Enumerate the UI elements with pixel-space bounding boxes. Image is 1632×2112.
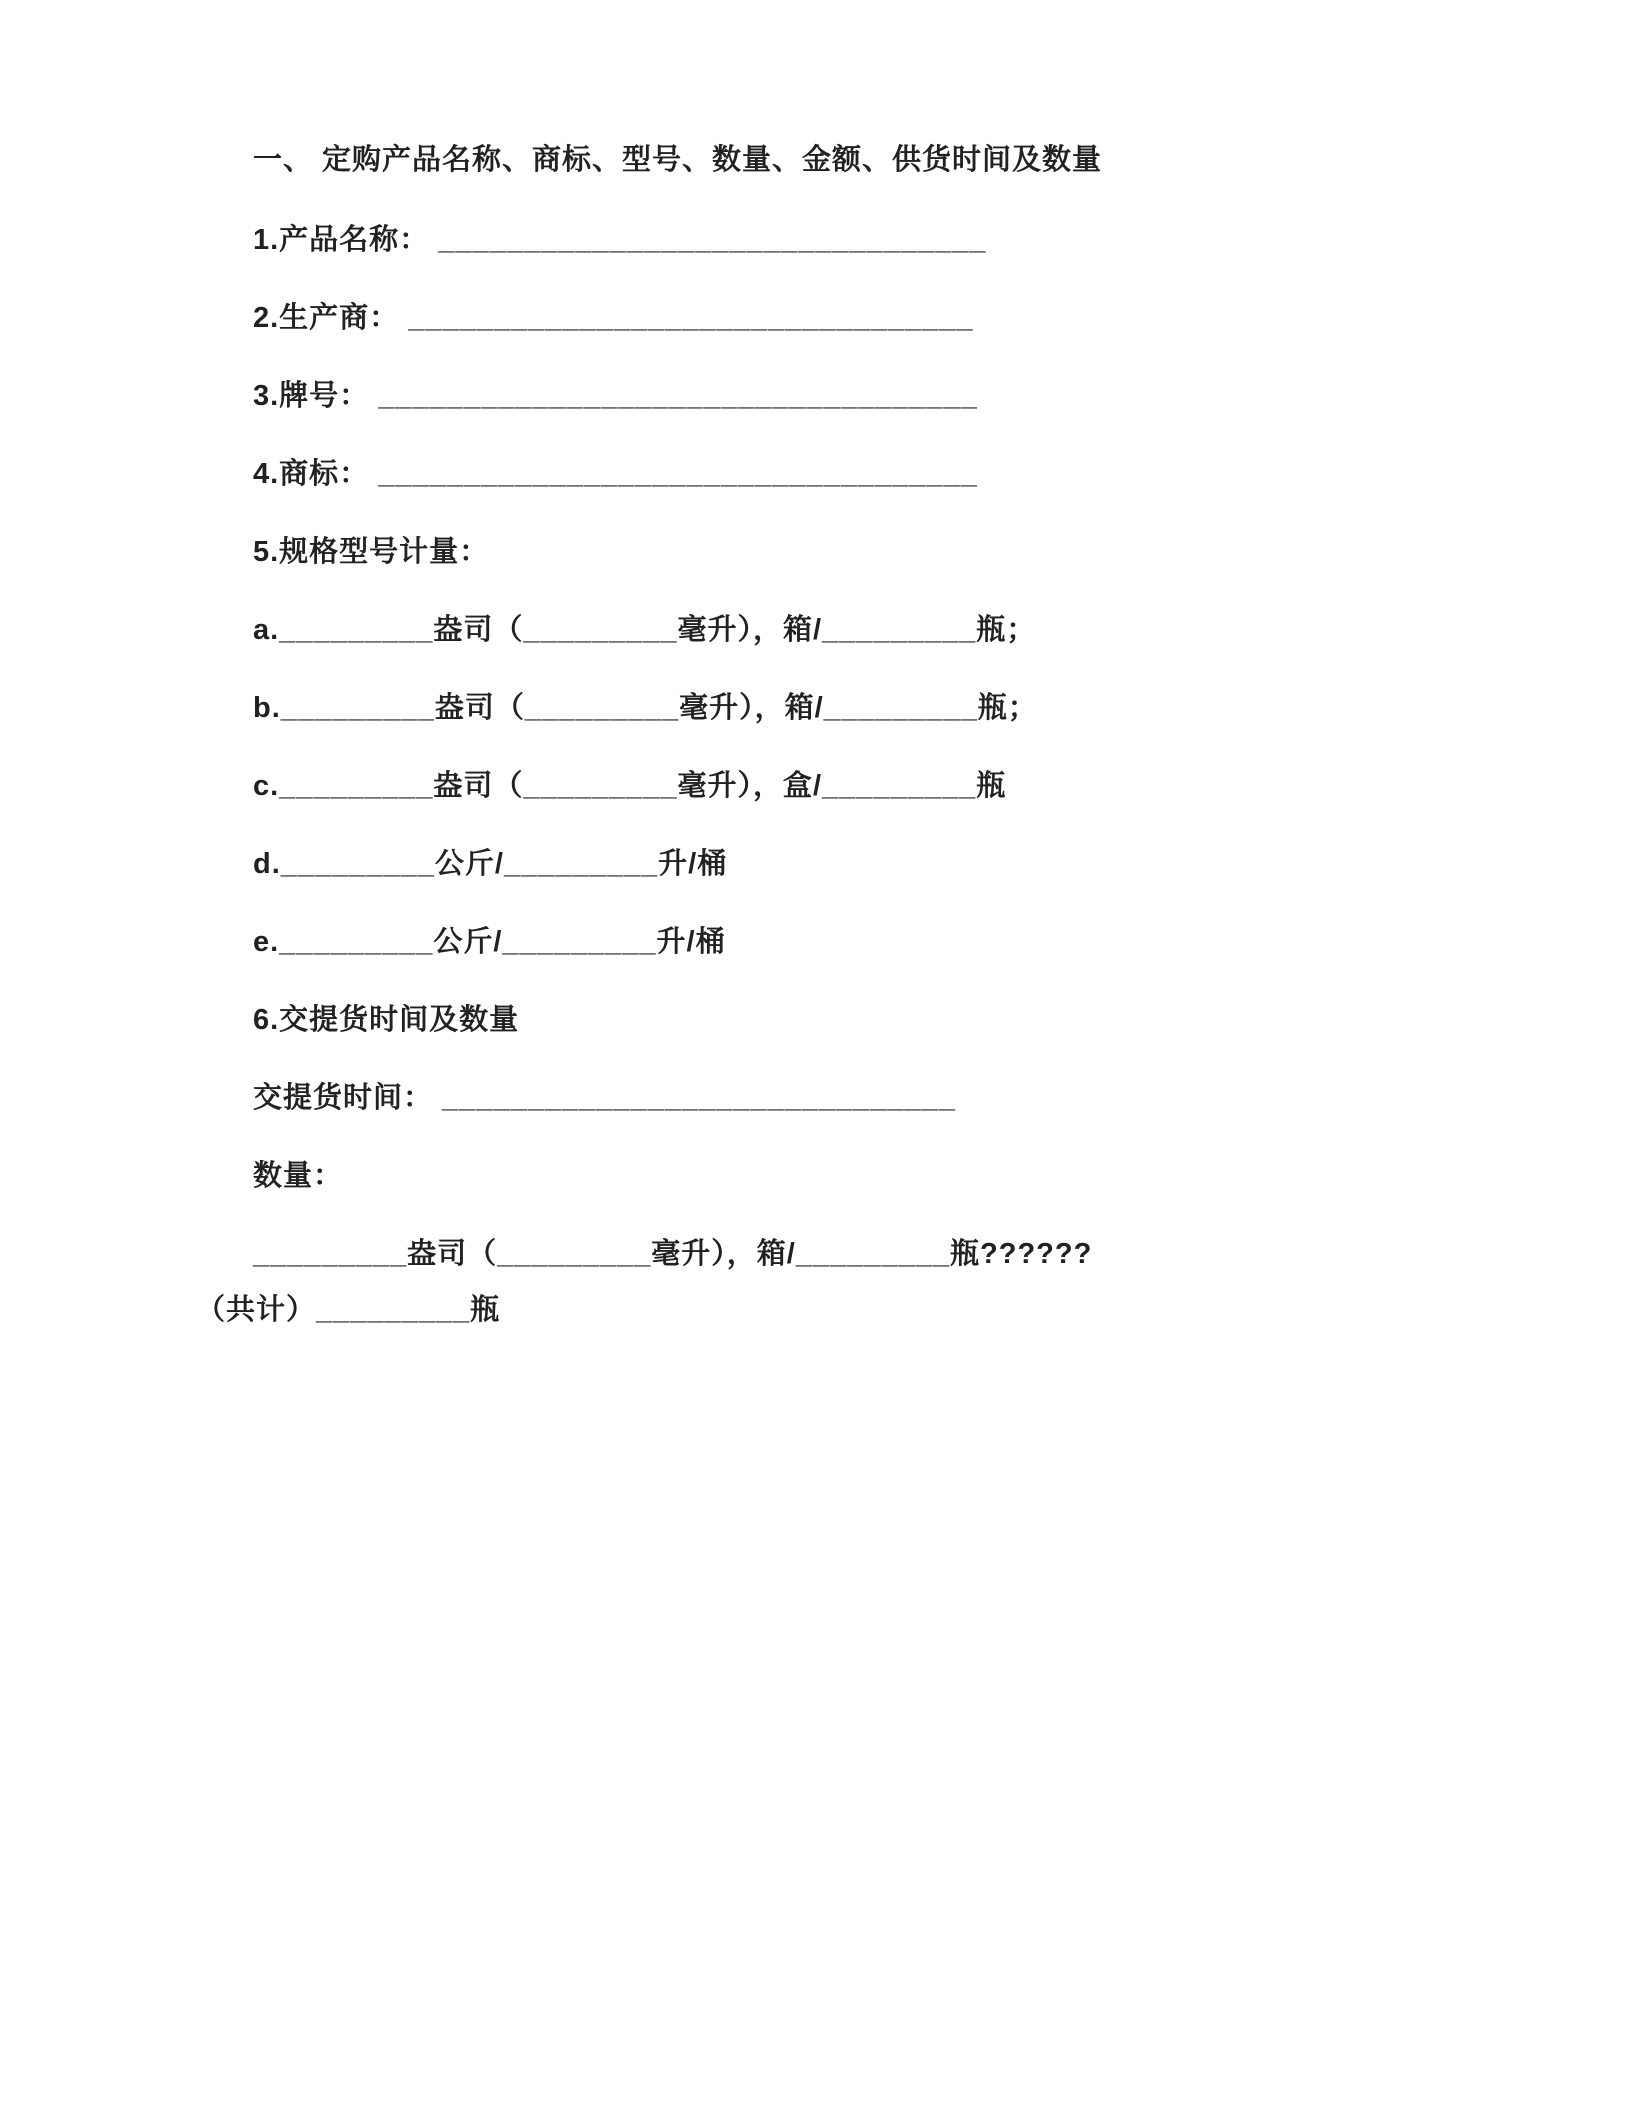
field-delivery-time: 交提货时间： ______________________________ <box>253 1082 956 1114</box>
section-delivery-time-quantity: 6.交提货时间及数量 <box>253 1004 520 1036</box>
field-brand-number: 3.牌号： ___________________________________ <box>253 380 978 412</box>
spec-line-d: d._________公斤/_________升/桶 <box>253 848 728 880</box>
field-product-name: 1.产品名称： ________________________________ <box>253 224 987 256</box>
spec-line-c: c._________盎司（_________毫升），盒/_________瓶 <box>253 770 1007 802</box>
section-spec-model-measure: 5.规格型号计量： <box>253 536 490 568</box>
field-manufacturer: 2.生产商： _________________________________ <box>253 302 974 334</box>
total-line: （共计）_________瓶 <box>196 1294 501 1326</box>
label-quantity: 数量： <box>253 1160 344 1192</box>
document-heading: 一、 定购产品名称、商标、型号、数量、金额、供货时间及数量 <box>253 144 1103 176</box>
spec-line-b: b._________盎司（_________毫升），箱/_________瓶； <box>253 692 1038 724</box>
quantity-line: _________盎司（_________毫升），箱/_________瓶?????? <box>253 1238 1093 1270</box>
field-trademark: 4.商标： ___________________________________ <box>253 458 978 490</box>
spec-line-e: e._________公斤/_________升/桶 <box>253 926 726 958</box>
spec-line-a: a._________盎司（_________毫升），箱/_________瓶； <box>253 614 1037 646</box>
